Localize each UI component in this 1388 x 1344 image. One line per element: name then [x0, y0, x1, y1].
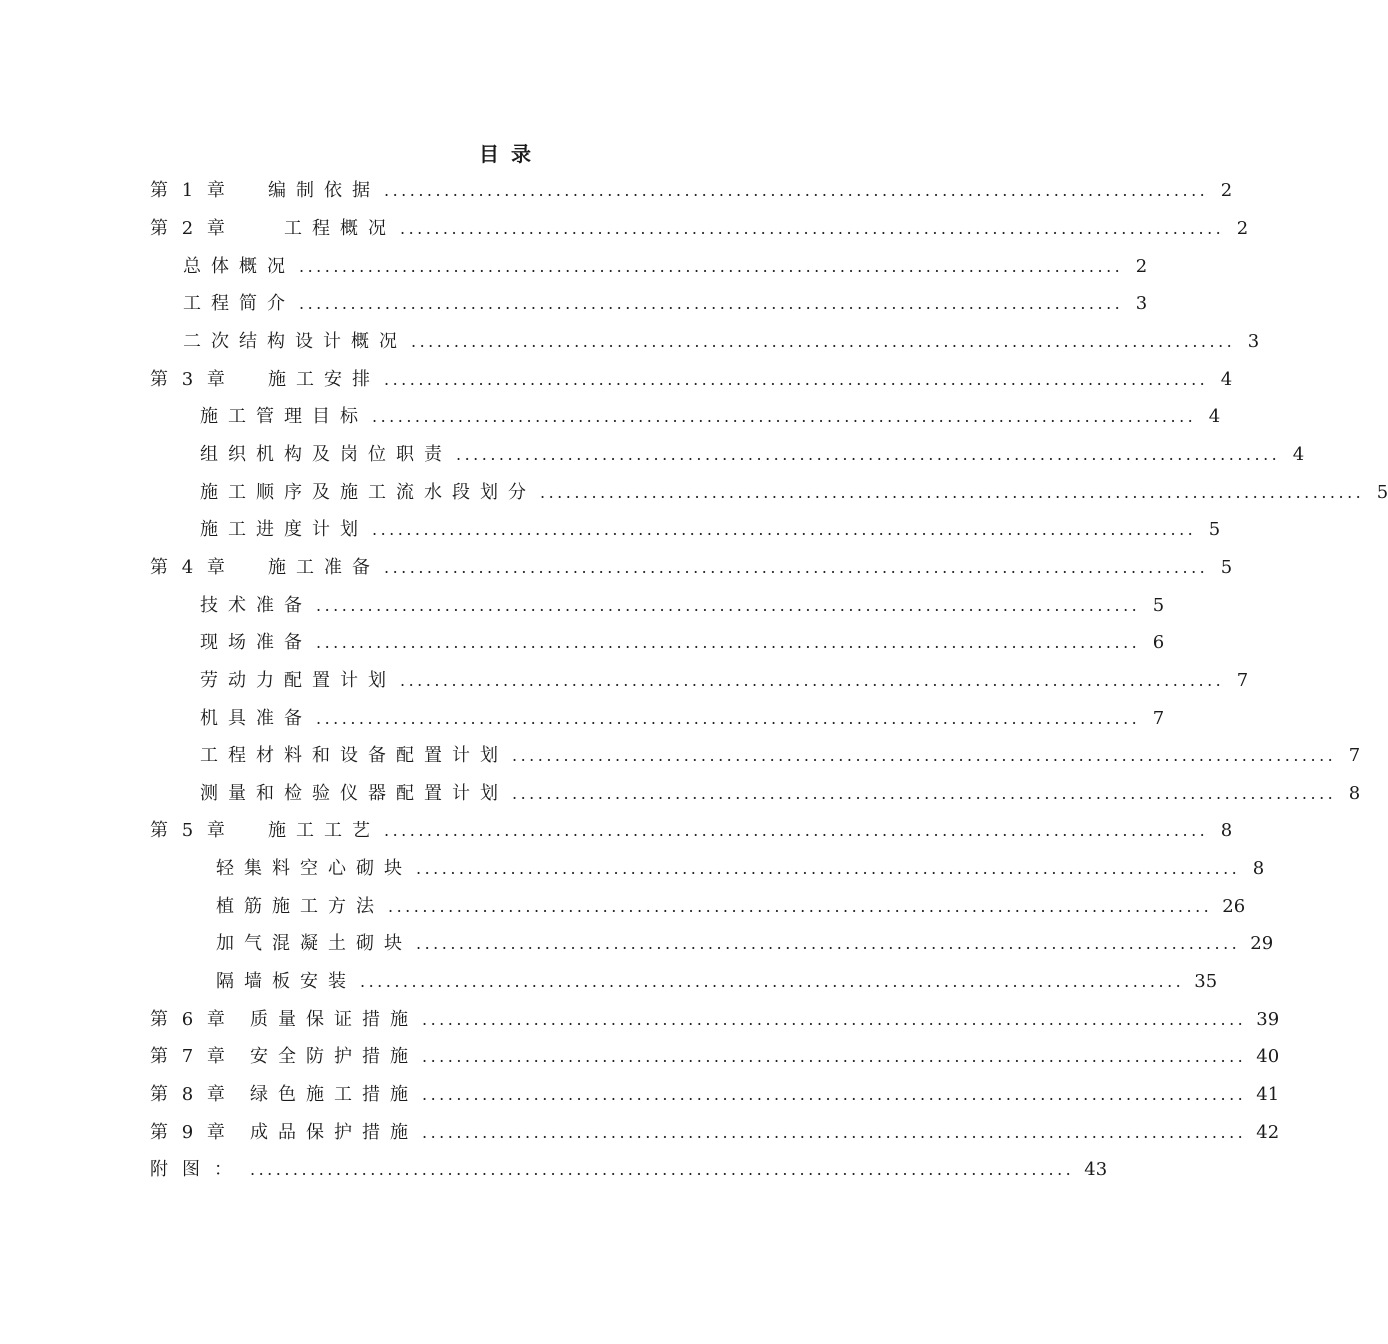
page-number: 3	[1135, 293, 1148, 314]
toc-entry	[150, 816, 1233, 846]
page-number: 35	[1194, 971, 1218, 992]
toc-entry	[200, 515, 1221, 545]
chapter-number: 第 2 章	[150, 218, 229, 239]
entry-label: 成品保护措施	[250, 1122, 418, 1143]
toc-entry	[150, 1080, 1280, 1110]
page-number: 4	[1208, 406, 1221, 427]
leader-dots: ................................................................................................	[422, 1085, 1247, 1104]
entry-label: 植筋施工方法	[216, 896, 384, 917]
leader-dots: ................................................................................................	[384, 181, 1209, 200]
toc-entry	[150, 1118, 1280, 1148]
toc-entry	[200, 666, 1249, 696]
toc-entry	[200, 628, 1165, 658]
page-number: 42	[1256, 1122, 1280, 1143]
page-number: 8	[1252, 858, 1265, 879]
entry-label: 技术准备	[200, 595, 312, 616]
toc-entry	[216, 929, 1274, 959]
toc-entry	[150, 176, 1233, 206]
leader-dots: ................................................................................................	[299, 294, 1124, 313]
page-number: 4	[1220, 369, 1233, 390]
page-number: 43	[1084, 1159, 1108, 1180]
toc-entry	[200, 402, 1221, 432]
entry-label: 施工工艺	[268, 820, 380, 841]
entry-label: 隔墙板安装	[216, 971, 356, 992]
entry-label: 二次结构设计概况	[183, 331, 407, 352]
entry-label: 附图：	[150, 1159, 246, 1180]
leader-dots: ................................................................................................	[400, 219, 1225, 238]
page-number: 40	[1256, 1046, 1280, 1067]
page-number: 7	[1152, 708, 1165, 729]
page-number: 7	[1236, 670, 1249, 691]
leader-dots: ................................................................................................	[372, 407, 1197, 426]
toc-entry	[200, 704, 1165, 734]
page-number: 5	[1376, 482, 1388, 503]
toc-entry	[150, 1042, 1280, 1072]
toc-entry	[150, 553, 1233, 583]
entry-label: 安全防护措施	[250, 1046, 418, 1067]
toc-entry	[200, 779, 1361, 809]
toc-entry	[216, 967, 1218, 997]
leader-dots: ................................................................................................	[416, 934, 1241, 953]
entry-label: 施工安排	[268, 369, 380, 390]
toc-entry	[150, 1005, 1280, 1035]
toc-entry	[216, 854, 1265, 884]
leader-dots: ................................................................................................	[540, 483, 1365, 502]
leader-dots: ................................................................................................	[411, 332, 1236, 351]
entry-label: 机具准备	[200, 708, 312, 729]
toc-entry	[150, 214, 1249, 244]
page-number: 8	[1220, 820, 1233, 841]
chapter-number: 第 7 章	[150, 1046, 229, 1067]
page-number: 6	[1152, 632, 1165, 653]
entry-label: 现场准备	[200, 632, 312, 653]
leader-dots: ................................................................................................	[360, 972, 1185, 991]
page-number: 2	[1220, 180, 1233, 201]
toc-entry	[200, 440, 1305, 470]
chapter-number: 第 9 章	[150, 1122, 229, 1143]
chapter-number: 第 5 章	[150, 820, 229, 841]
leader-dots: ................................................................................................	[388, 897, 1213, 916]
entry-label: 轻集料空心砌块	[216, 858, 412, 879]
page-number: 2	[1236, 218, 1249, 239]
toc-entry	[183, 252, 1148, 282]
entry-label: 测量和检验仪器配置计划	[200, 783, 508, 804]
leader-dots: ................................................................................................	[512, 746, 1337, 765]
entry-label: 总体概况	[183, 256, 295, 277]
leader-dots: ................................................................................................	[316, 596, 1141, 615]
chapter-number: 第 4 章	[150, 557, 229, 578]
leader-dots: ................................................................................................	[416, 859, 1241, 878]
leader-dots: ................................................................................................	[422, 1123, 1247, 1142]
entry-label: 工程材料和设备配置计划	[200, 745, 508, 766]
entry-label: 加气混凝土砌块	[216, 933, 412, 954]
leader-dots: ................................................................................................	[372, 520, 1197, 539]
chapter-number: 第 6 章	[150, 1009, 229, 1030]
entry-label: 工程简介	[183, 293, 295, 314]
entry-label: 编制依据	[268, 180, 380, 201]
page-number: 29	[1250, 933, 1274, 954]
leader-dots: ................................................................................................	[422, 1047, 1247, 1066]
entry-label: 工程概况	[284, 218, 396, 239]
page-number: 2	[1135, 256, 1148, 277]
page-number: 8	[1348, 783, 1361, 804]
page-number: 39	[1256, 1009, 1280, 1030]
page-number: 26	[1222, 896, 1246, 917]
page-number: 41	[1256, 1084, 1280, 1105]
page-number: 5	[1208, 519, 1221, 540]
leader-dots: ................................................................................................	[512, 784, 1337, 803]
leader-dots: ................................................................................................	[316, 633, 1141, 652]
leader-dots: ................................................................................................	[400, 671, 1225, 690]
entry-label: 施工顺序及施工流水段划分	[200, 482, 536, 503]
page-number: 4	[1292, 444, 1305, 465]
chapter-number: 第 3 章	[150, 369, 229, 390]
leader-dots: ................................................................................................	[384, 558, 1209, 577]
entry-label: 劳动力配置计划	[200, 670, 396, 691]
entry-label: 施工准备	[268, 557, 380, 578]
leader-dots: ................................................................................................	[456, 445, 1281, 464]
entry-label: 组织机构及岗位职责	[200, 444, 452, 465]
page-number: 7	[1348, 745, 1361, 766]
leader-dots: ................................................................................................	[384, 370, 1209, 389]
entry-label: 质量保证措施	[250, 1009, 418, 1030]
leader-dots: ................................................................................................	[422, 1010, 1247, 1029]
toc-entry	[216, 892, 1246, 922]
toc-entry	[200, 741, 1361, 771]
chapter-number: 第 1 章	[150, 180, 229, 201]
toc-entry	[200, 591, 1165, 621]
page-number: 5	[1220, 557, 1233, 578]
toc-entry	[150, 365, 1233, 395]
chapter-number: 第 8 章	[150, 1084, 229, 1105]
toc-entry	[200, 478, 1388, 508]
entry-label: 绿色施工措施	[250, 1084, 418, 1105]
leader-dots: ................................................................................................	[299, 257, 1124, 276]
page-number: 3	[1247, 331, 1260, 352]
entry-label: 施工进度计划	[200, 519, 368, 540]
page-number: 5	[1152, 595, 1165, 616]
leader-dots: ................................................................................................	[316, 709, 1141, 728]
leader-dots: ................................................................................................	[384, 821, 1209, 840]
entry-label: 施工管理目标	[200, 406, 368, 427]
leader-dots: ................................................................................................	[250, 1160, 1075, 1179]
toc-entry	[183, 289, 1148, 319]
toc-entry	[183, 327, 1260, 357]
toc-title: 目录	[479, 142, 543, 166]
toc-entry	[150, 1155, 1108, 1185]
